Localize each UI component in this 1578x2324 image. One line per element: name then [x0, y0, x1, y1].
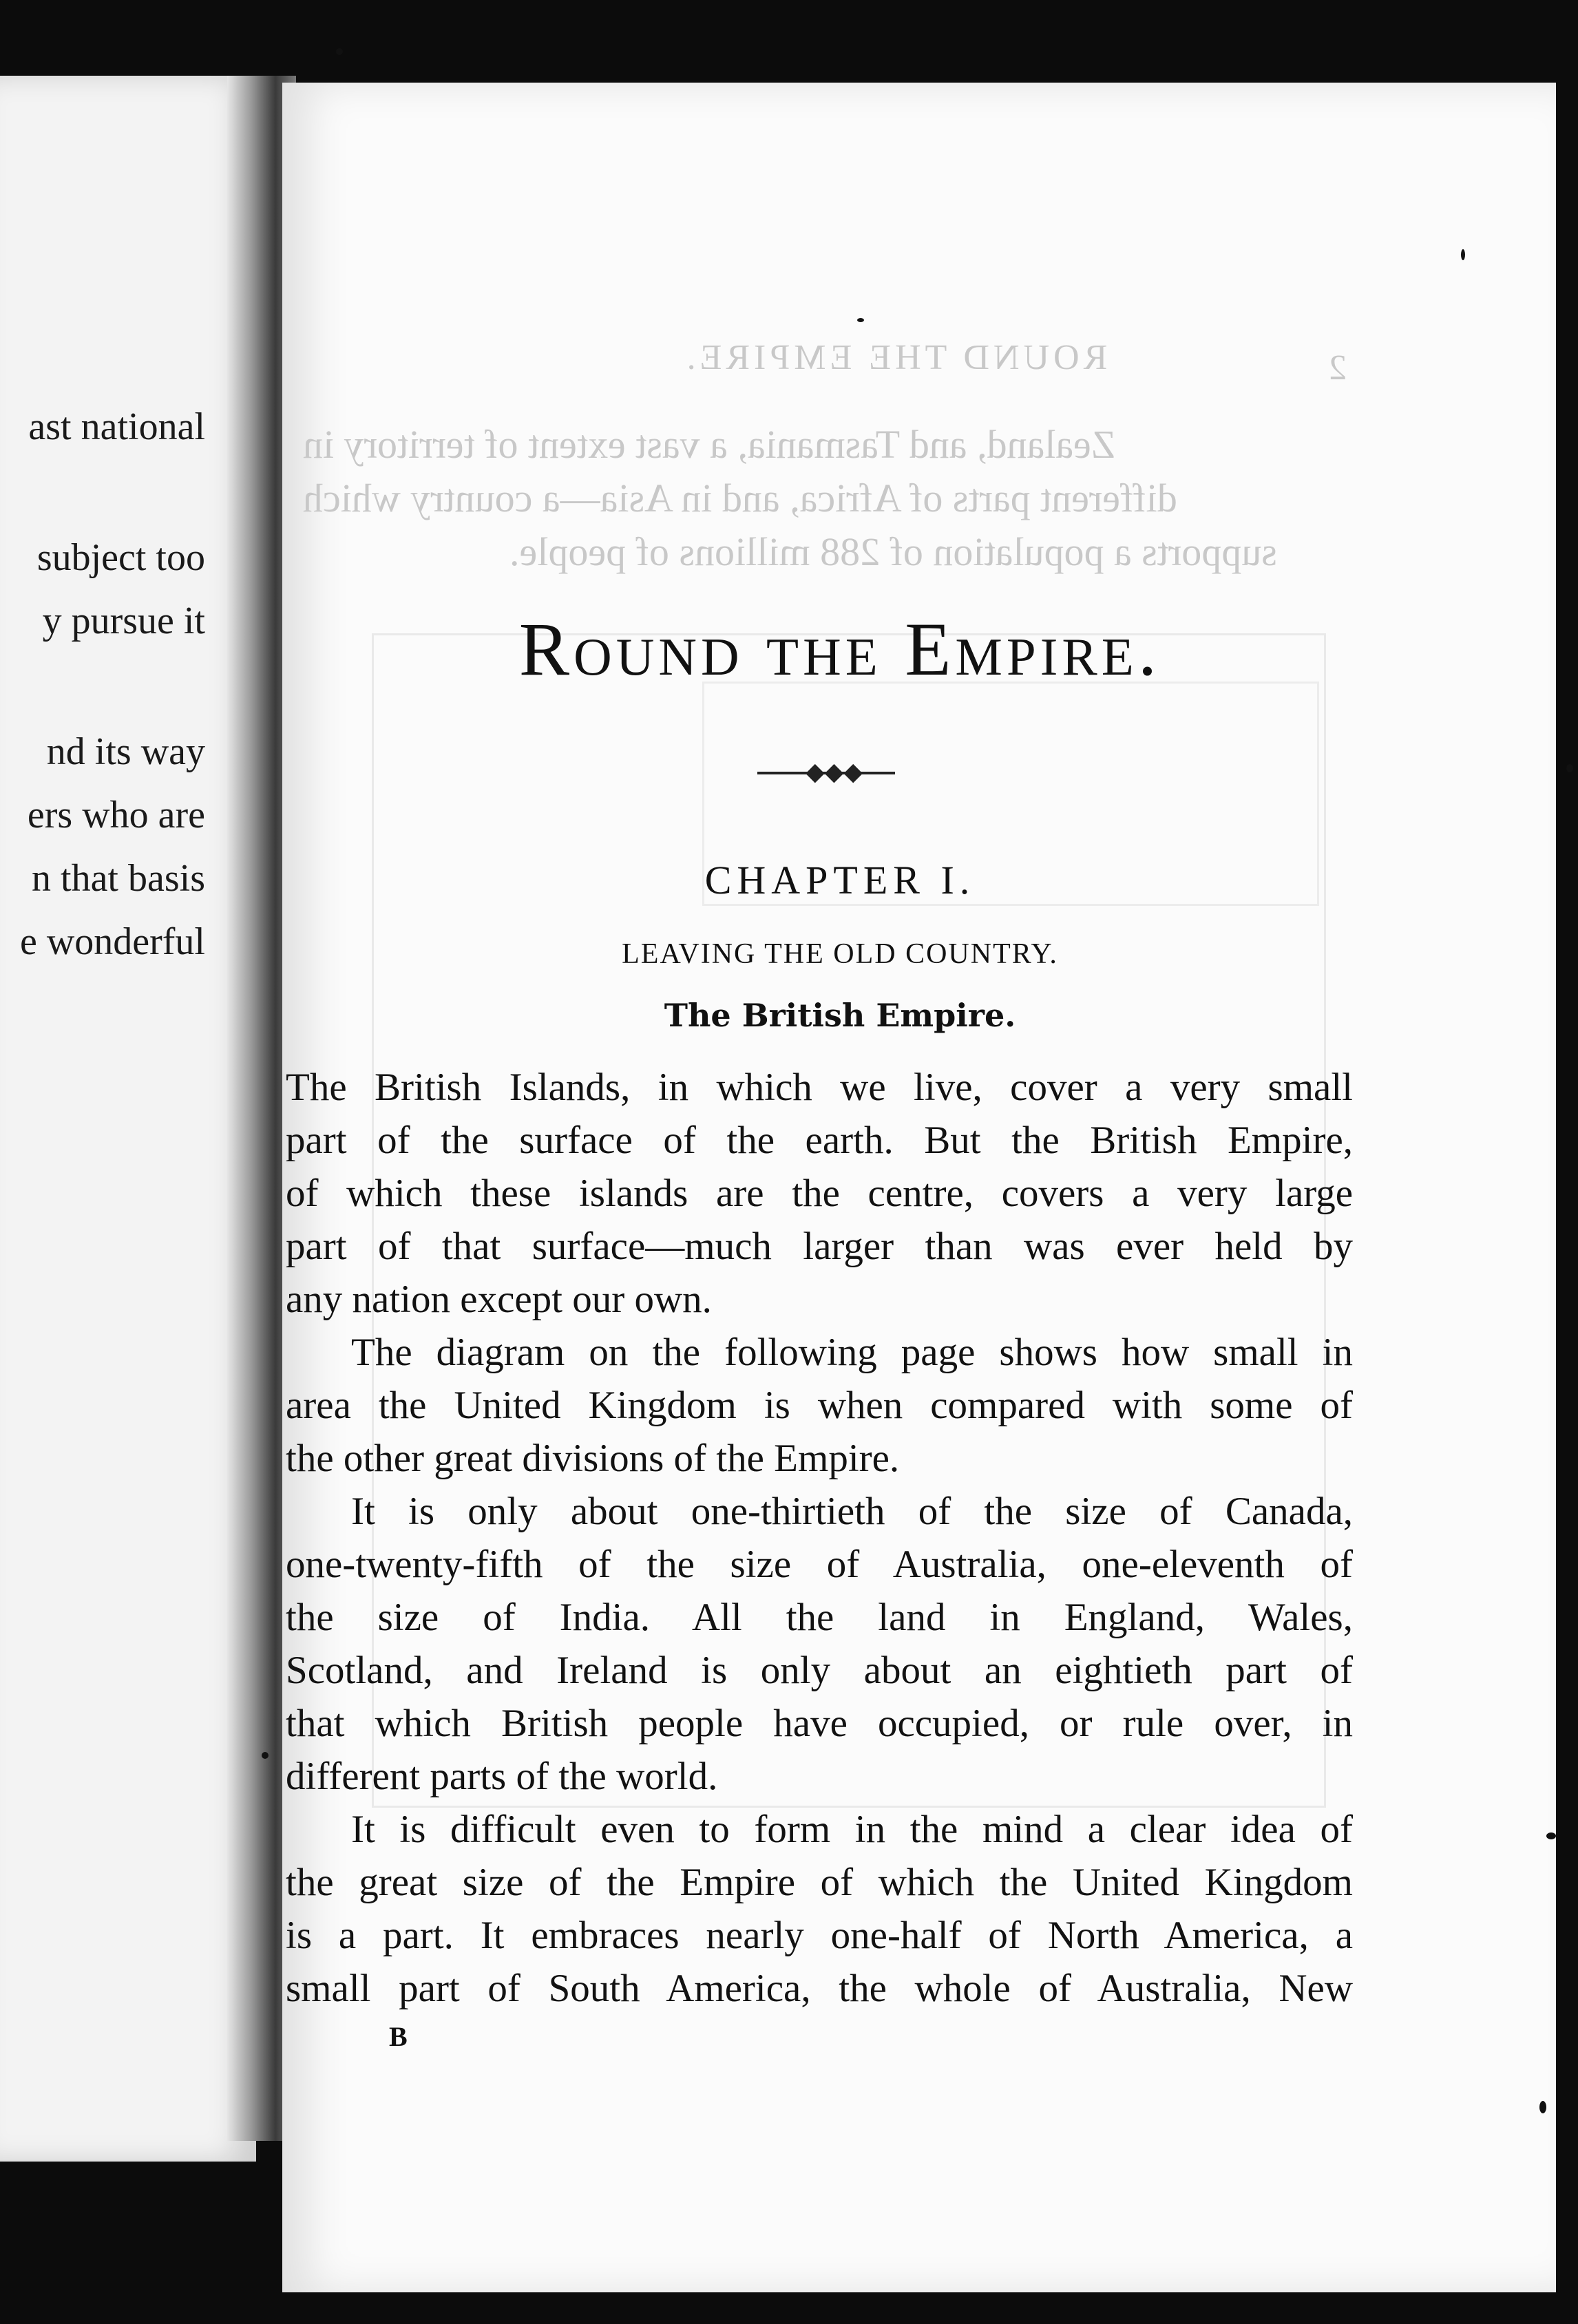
- bleed-through-page-number: 2: [1329, 348, 1347, 388]
- book-title: Round the Empire.: [518, 607, 1161, 691]
- signature-mark: B: [389, 2021, 408, 2052]
- left-page-line: ers who are: [27, 794, 205, 836]
- left-facing-page: [0, 76, 256, 2162]
- left-page-line: e wonderful: [19, 920, 205, 963]
- left-page-line: ast national: [28, 405, 205, 448]
- body-text-line: one-twenty-fifth of the size of Australia, one-eleventh of: [286, 1543, 1353, 1586]
- body-text-line: the size of India. All the land in England, Wales,: [286, 1596, 1353, 1639]
- body-text-line: the other great divisions of the Empire.: [286, 1437, 900, 1480]
- body-text-line: different parts of the world.: [286, 1755, 718, 1798]
- body-text-line: that which British people have occupied, or rule over, in: [286, 1702, 1353, 1745]
- section-heading: The British Empire.: [664, 997, 1016, 1034]
- left-page-line: y pursue it: [42, 600, 205, 642]
- body-text-line: It is only about one-thirtieth of the size of Canada,: [351, 1490, 1353, 1533]
- body-text-line: Scotland, and Ireland is only about an eightieth part of: [286, 1649, 1353, 1692]
- bleed-through-running-head: ROUND THE EMPIRE.: [682, 338, 1108, 377]
- chapter-heading: CHAPTER I.: [704, 858, 976, 902]
- chapter-subtitle: LEAVING THE OLD COUNTRY.: [622, 938, 1058, 970]
- scan-speck: [1539, 2101, 1546, 2113]
- scan-speck: [1461, 249, 1465, 260]
- left-page-line: subject too: [36, 536, 205, 579]
- left-page-line: n that basis: [32, 857, 205, 900]
- bleed-through-line: different parts of Africa, and in Asia—a country which: [303, 476, 1177, 520]
- body-text-line: small part of South America, the whole of Australia, New: [286, 1967, 1353, 2010]
- scan-speck: [857, 318, 864, 322]
- scan-speck: [1546, 1832, 1556, 1839]
- body-text-line: part of the surface of the earth. But the British Empire,: [286, 1119, 1353, 1162]
- bleed-through-line: Zealand, and Tasmania, a vast extent of territory in: [303, 422, 1116, 467]
- scan-speck: [336, 48, 343, 55]
- ornament-icon: ◆◆◆: [806, 758, 863, 786]
- body-text-line: is a part. It embraces nearly one-half of North America, a: [286, 1914, 1353, 1957]
- bleed-through-line: supports a population of 288 millions of people.: [509, 529, 1277, 574]
- body-text-line: any nation except our own.: [286, 1278, 712, 1321]
- body-text-line: the great size of the Empire of which the United Kingdom: [286, 1861, 1353, 1904]
- body-text-line: area the United Kingdom is when compared with some of: [286, 1384, 1353, 1427]
- body-text-line: of which these islands are the centre, covers a very large: [286, 1172, 1353, 1215]
- body-text-line: The diagram on the following page shows how small in: [351, 1331, 1353, 1374]
- scan-speck: [262, 1752, 269, 1759]
- scan-speck: [1566, 764, 1573, 772]
- body-text-line: It is difficult even to form in the mind a clear idea of: [351, 1808, 1353, 1851]
- body-text-line: part of that surface—much larger than was ever held by: [286, 1225, 1353, 1268]
- body-text-line: The British Islands, in which we live, cover a very small: [286, 1066, 1353, 1109]
- left-page-line: nd its way: [46, 730, 205, 773]
